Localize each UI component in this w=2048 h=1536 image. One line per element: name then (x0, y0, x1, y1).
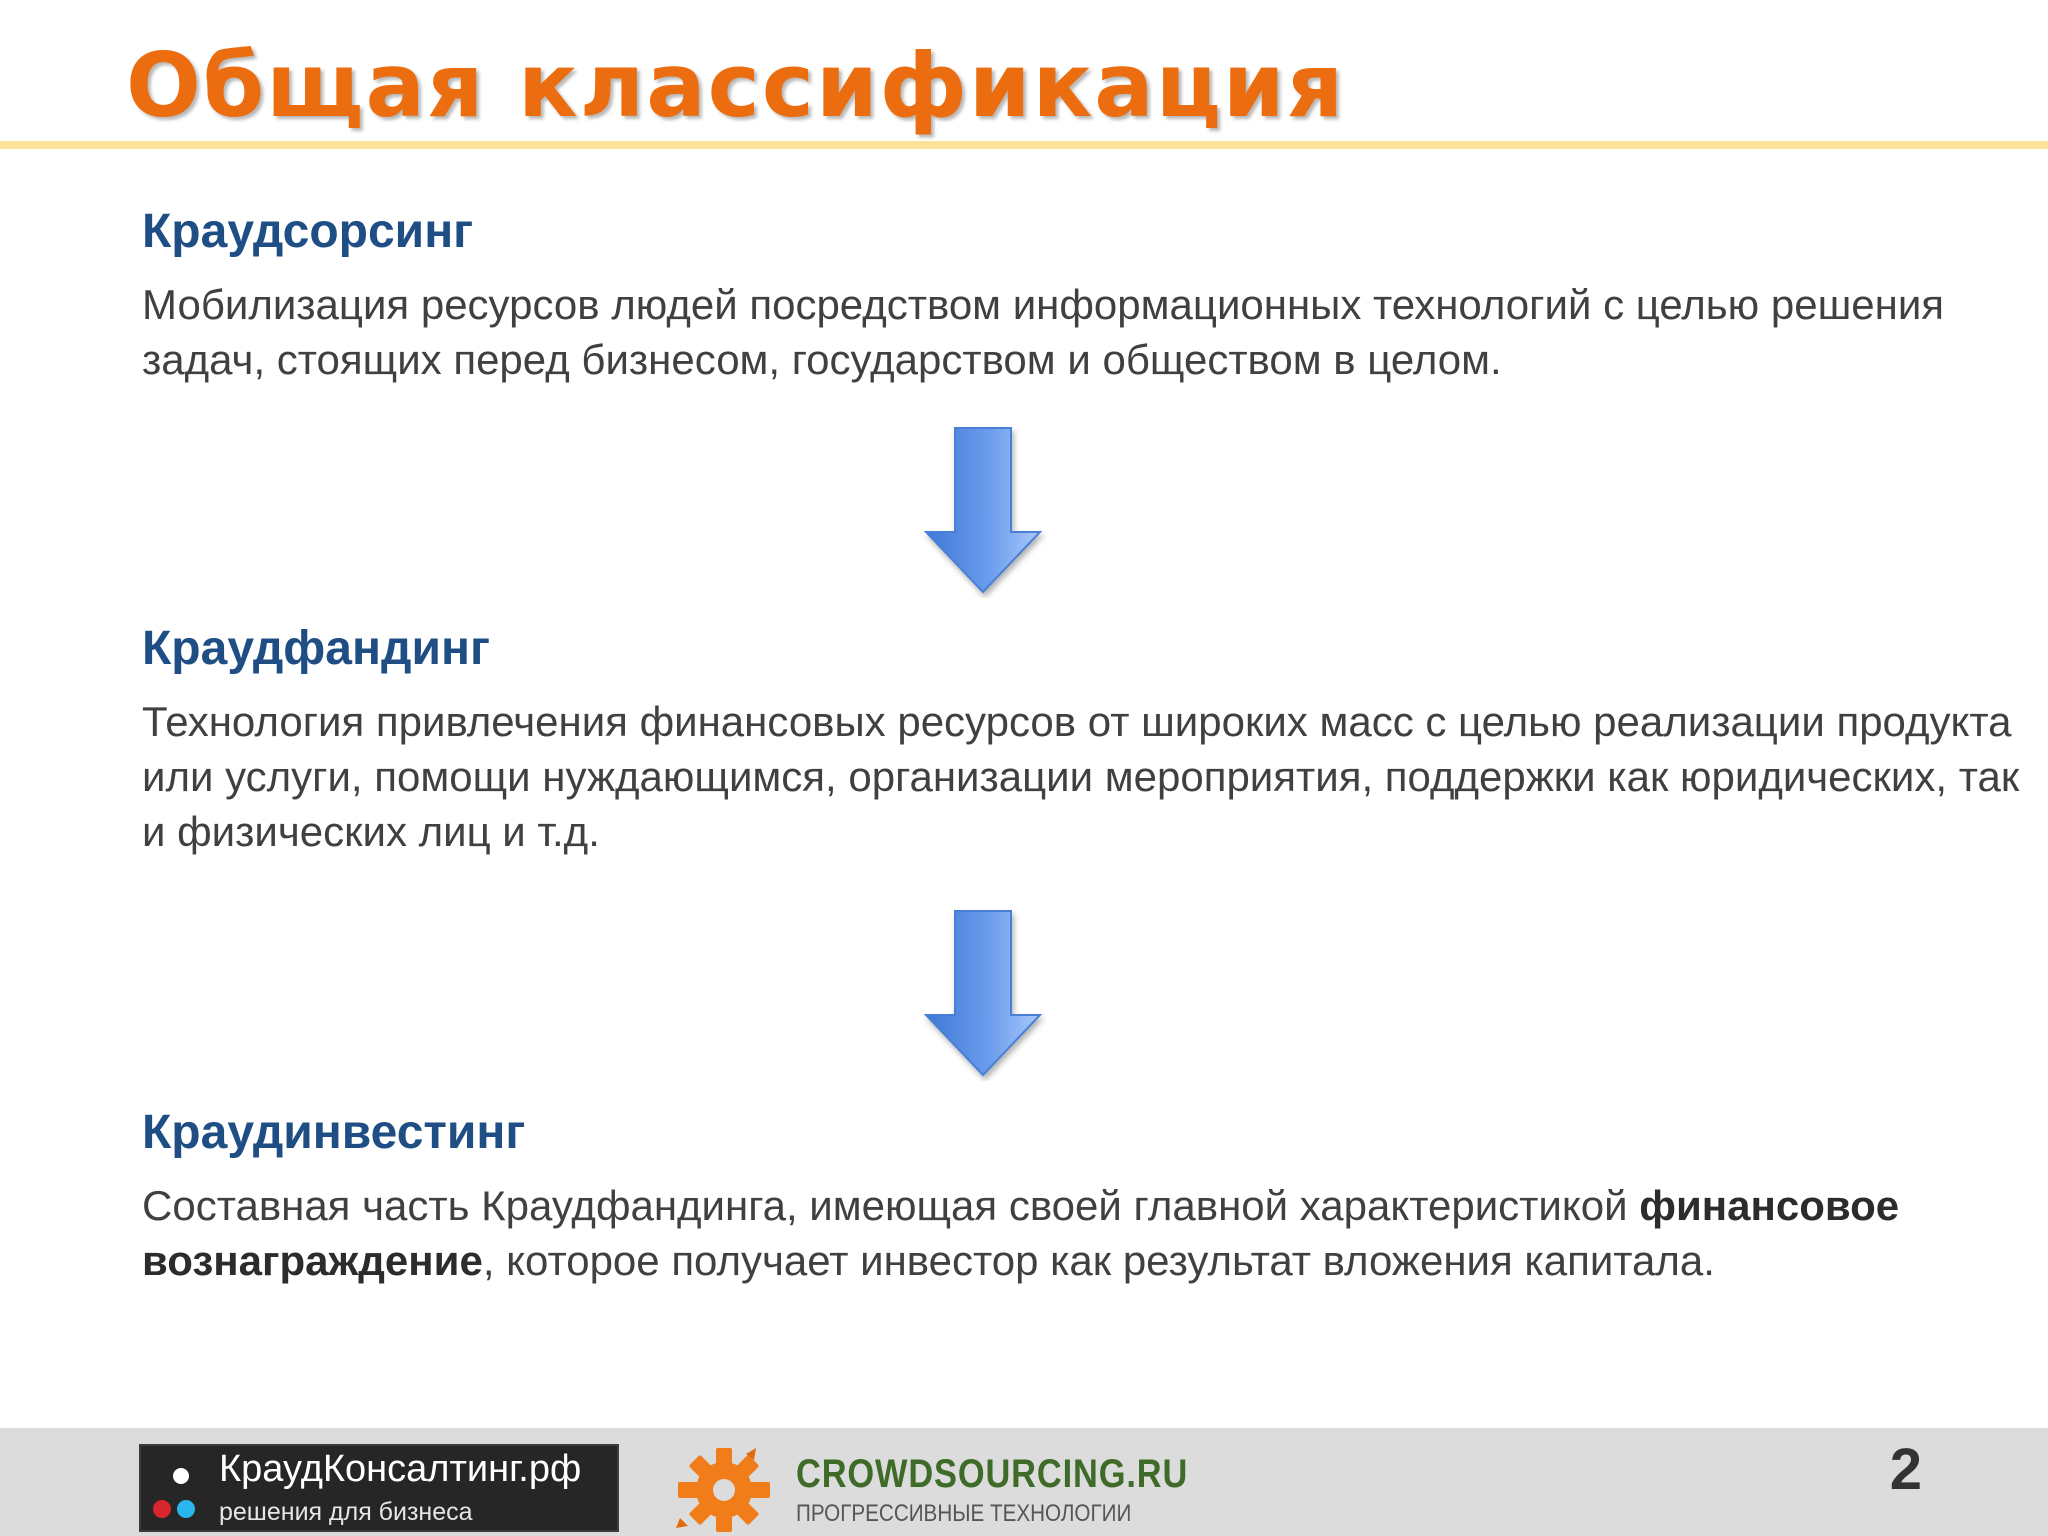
title-underline (0, 141, 2048, 149)
description-text-end: , которое получает инвестор как результат вложения капитала. (482, 1237, 1715, 1284)
slide-title: Общая классификация (126, 34, 1346, 137)
description-text: Составная часть Краудфандинга, имеющая своей главной характеристикой (142, 1182, 1628, 1229)
section-heading: Краудсорсинг (142, 205, 474, 258)
section-heading: Краудинвестинг (142, 1106, 526, 1159)
section-description (142, 1178, 2022, 1288)
logo-tagline: решения для бизнеса (219, 1498, 473, 1526)
crowdconsulting-logo[interactable] (139, 1444, 619, 1532)
section-heading: Краудфандинг (142, 622, 490, 675)
crowdsourcing-logo-tagline: ПРОГРЕССИВНЫЕ ТЕХНОЛОГИИ (796, 1500, 1132, 1527)
description-emphasis: финансовое вознаграждение (142, 1182, 1900, 1284)
section-description: Технология привлечения финансовых ресурсов от широких масс с целью реализации продукта или услуги, помощи нуждающимся, организации мероприятия, поддержки как юридических, так и физических лиц и т.д. (142, 698, 2020, 855)
logo-dot-icon (173, 1468, 189, 1484)
logo-dot-icon (177, 1500, 195, 1518)
section-crowdfunding (142, 620, 2022, 859)
logo-name: КраудКонсалтинг.рф (219, 1448, 582, 1490)
footer (0, 1428, 2048, 1536)
gear-icon[interactable] (668, 1440, 784, 1536)
crowdsourcing-logo-name[interactable]: CROWDSOURCING.RU (796, 1452, 1189, 1496)
section-crowdsourcing (142, 203, 2022, 387)
section-crowdinvesting (142, 1104, 2022, 1288)
section-description: Мобилизация ресурсов людей посредством информационных технологий с целью решения задач, стоящих перед бизнесом, государством и обществом в целом. (142, 281, 1945, 383)
page-number: 2 (1889, 1437, 1922, 1502)
down-arrow-icon (922, 426, 1046, 598)
down-arrow-icon (922, 909, 1046, 1081)
logo-dot-icon (153, 1500, 171, 1518)
